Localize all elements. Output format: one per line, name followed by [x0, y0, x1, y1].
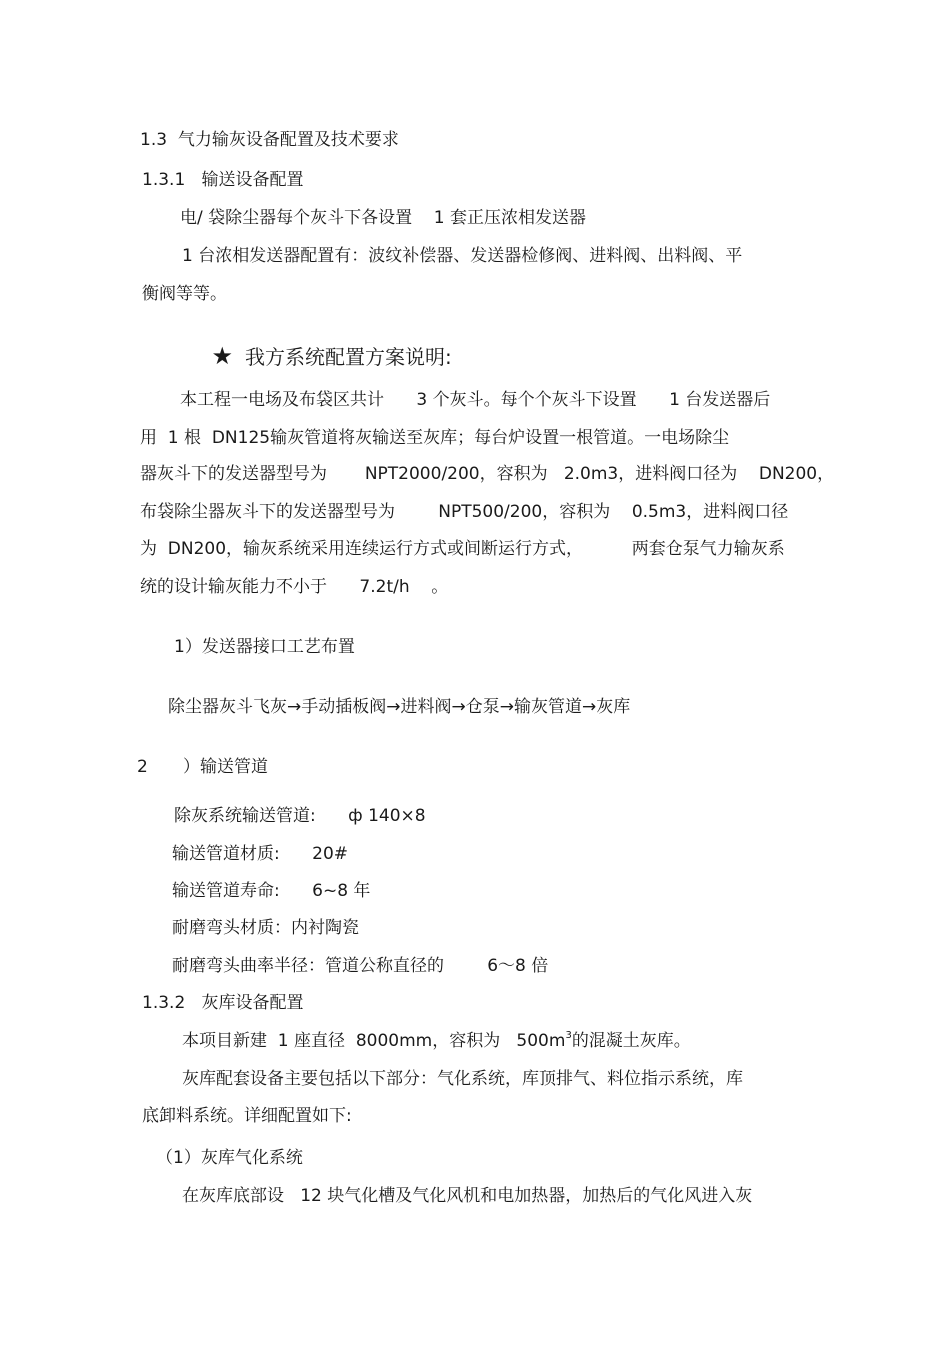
scheme-line: 本工程一电场及布袋区共计 3 个灰斗。每个个灰斗下设置 1 台发送器后: [180, 390, 771, 410]
item2-number: 2: [137, 757, 148, 777]
paragraph-silo-equipment-line2: 底卸料系统。详细配置如下:: [142, 1106, 352, 1126]
scheme-title: [186, 320, 452, 393]
pipe-spec: 输送管道材质: 20#: [172, 844, 349, 864]
scheme-line: 用 1 根 DN125输灰管道将灰输送至灰库；每台炉设置一根管道。一电场除尘: [140, 428, 730, 448]
pipe-spec: 耐磨弯头曲率半径：管道公称直径的 6～8 倍: [172, 956, 549, 976]
item1-heading: 1）发送器接口工艺布置: [174, 637, 355, 657]
item1-flow: 除尘器灰斗飞灰→手动插板阀→进料阀→仓泵→输灰管道→灰库: [168, 697, 631, 717]
paragraph-ash-silo: 本项目新建 1 座直径 8000mm，容积为 $500m^3$的混凝土灰库。: [182, 1030, 691, 1051]
scheme-line: 布袋除尘器灰斗下的发送器型号为 NPT500/200，容积为 0.5m3，进料阀口径: [140, 502, 789, 522]
section-heading-1-3-2: 1.3.2 灰库设备配置: [142, 993, 304, 1013]
star-icon: ★: [211, 342, 233, 370]
paragraph-sender-config-line1: 1 台浓相发送器配置有：波纹补偿器、发送器检修阀、进料阀、出料阀、平: [182, 246, 743, 266]
subsection-heading-aeration: （1）灰库气化系统: [156, 1148, 303, 1168]
pipe-spec: 耐磨弯头材质：内衬陶瓷: [172, 918, 359, 938]
scheme-title-text: 我方系统配置方案说明:: [244, 345, 452, 369]
section-heading-1-3-1: 1.3.1 输送设备配置: [142, 170, 304, 190]
superscript-3: 3: [565, 1030, 572, 1041]
paragraph-silo-equipment-line1: 灰库配套设备主要包括以下部分：气化系统，库顶排气、料位指示系统，库: [182, 1069, 743, 1089]
scheme-line: 器灰斗下的发送器型号为 NPT2000/200，容积为 2.0m3，进料阀口径为 DN200，: [140, 464, 835, 484]
pipe-spec: 输送管道寿命: 6~8 年: [172, 881, 371, 901]
scheme-line: 统的设计输灰能力不小于 7.2t/h 。: [140, 577, 449, 597]
pipe-spec: 除灰系统输送管道: ф 140×8: [174, 806, 426, 826]
section-heading-1-3: 1.3 气力输灰设备配置及技术要求: [140, 130, 399, 150]
scheme-line: 为 DN200，输灰系统采用连续运行方式或间断运行方式， 两套仓泵气力输灰系: [140, 539, 785, 559]
paragraph-sender-setup: 电/ 袋除尘器每个灰斗下各设置 1 套正压浓相发送器: [180, 208, 586, 228]
paragraph-sender-config-line2: 衡阀等等。: [142, 284, 227, 304]
item2-title: ）输送管道: [183, 757, 268, 777]
paragraph-aeration-line1: 在灰库底部设 12 块气化槽及气化风机和电加热器，加热后的气化风进入灰: [182, 1186, 753, 1206]
